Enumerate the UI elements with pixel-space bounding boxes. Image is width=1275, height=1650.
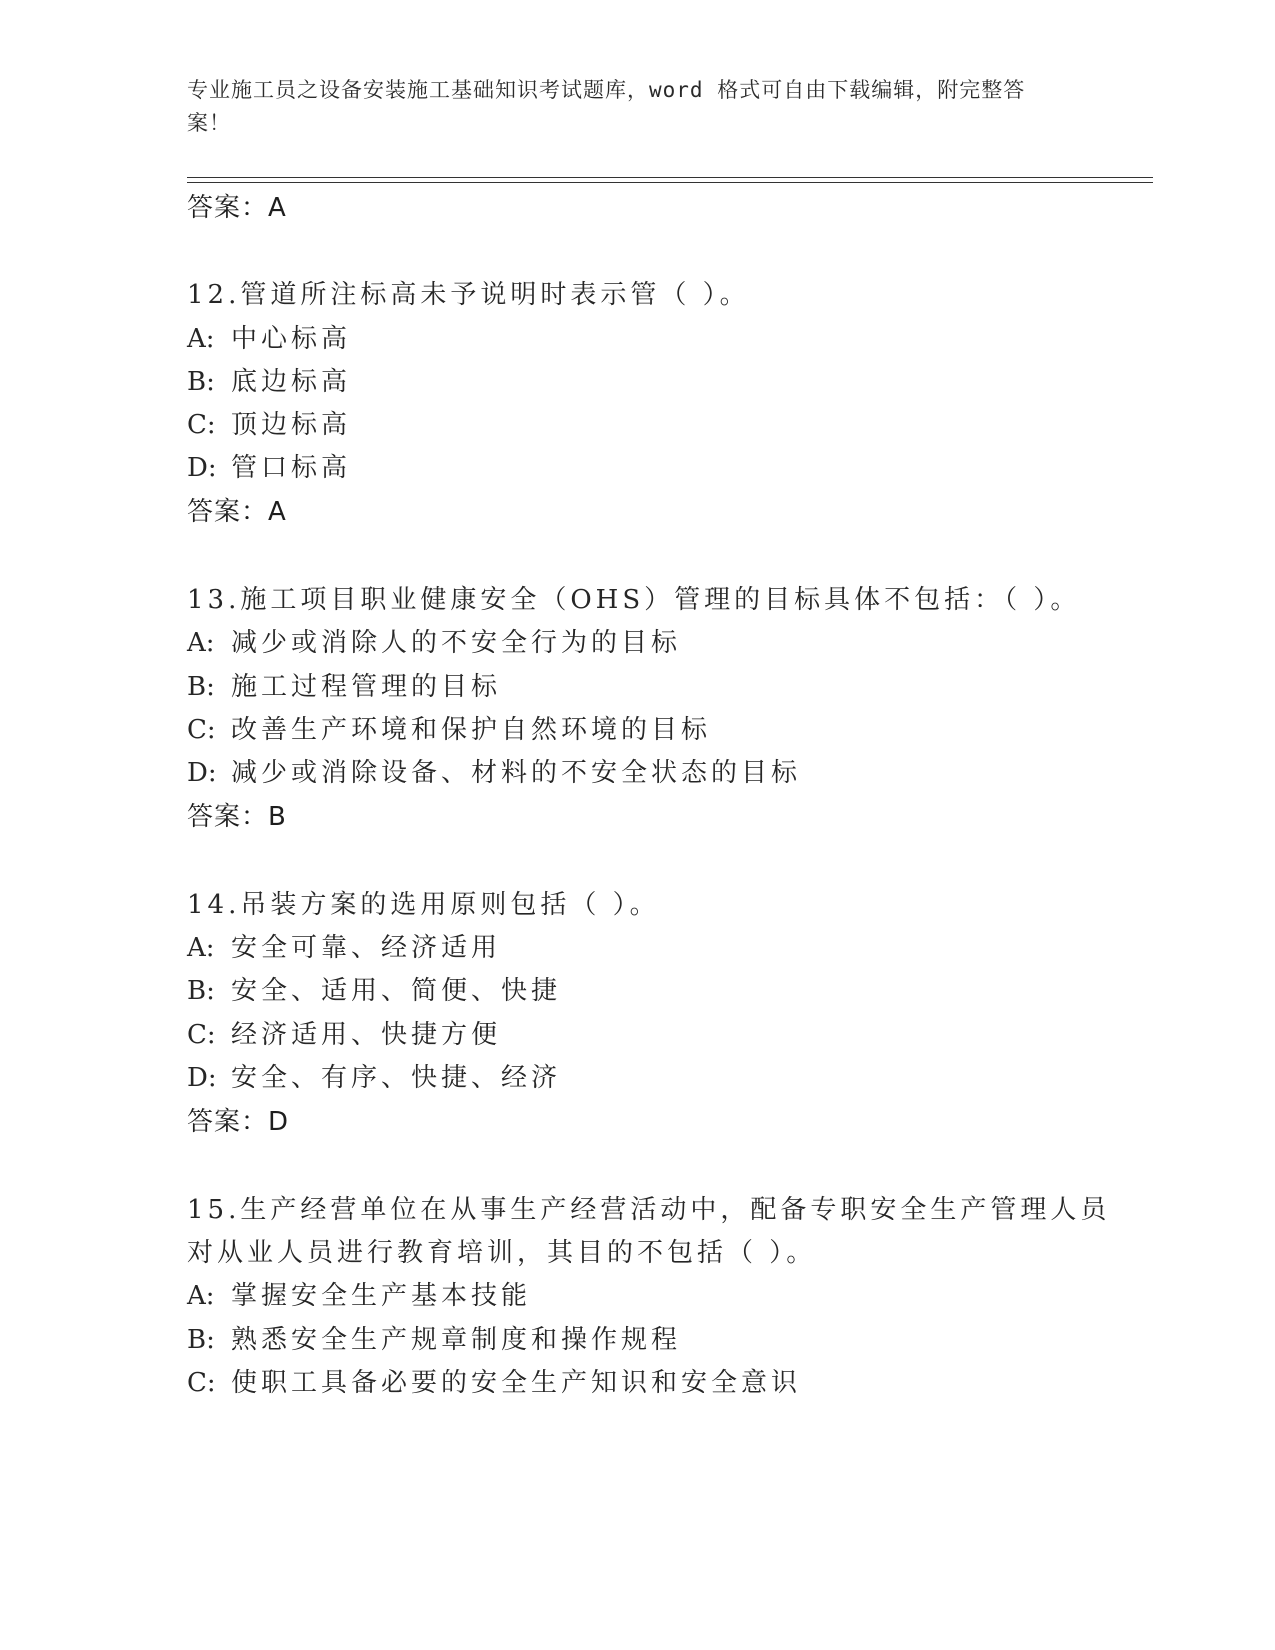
- question-stem: 14.吊装方案的选用原则包括（ ）。: [187, 890, 660, 920]
- option-key: C:: [187, 410, 216, 440]
- option-key: B:: [187, 672, 215, 702]
- option-text: 中心标高: [231, 324, 352, 354]
- option-key: B:: [187, 367, 215, 397]
- option-line: [187, 622, 681, 659]
- question-stem: 12.管道所注标高未予说明时表示管（ ）。: [187, 280, 750, 310]
- option-text: 安全可靠、经济适用: [231, 933, 502, 963]
- option-key: C:: [187, 1368, 216, 1398]
- option-line: [187, 1362, 801, 1399]
- header-divider-thin: [187, 182, 1153, 183]
- option-key: B:: [187, 1325, 215, 1355]
- option-key: D:: [187, 758, 217, 788]
- option-text: 减少或消除设备、材料的不安全状态的目标: [231, 758, 802, 788]
- option-line: [187, 927, 501, 964]
- option-text: 减少或消除人的不安全行为的目标: [231, 628, 682, 658]
- option-text: 施工过程管理的目标: [231, 672, 502, 702]
- option-text: 管口标高: [231, 453, 352, 483]
- option-text: 经济适用、快捷方便: [231, 1020, 502, 1050]
- option-line: [187, 666, 501, 703]
- option-line: [187, 1014, 501, 1051]
- option-text: 安全、有序、快捷、经济: [231, 1063, 562, 1093]
- option-line: [187, 709, 711, 746]
- option-line: [187, 970, 561, 1007]
- option-key: A:: [187, 1281, 215, 1311]
- option-text: 底边标高: [231, 367, 352, 397]
- option-key: C:: [187, 715, 216, 745]
- option-key: D:: [187, 1063, 217, 1093]
- option-text: 掌握安全生产基本技能: [231, 1281, 532, 1311]
- option-key: D:: [187, 453, 217, 483]
- question-stem: 15.生产经营单位在从事生产经营活动中，配备专职安全生产管理人员: [187, 1195, 1111, 1225]
- option-line: [187, 361, 351, 398]
- option-key: A:: [187, 628, 215, 658]
- answer-line: 答案：A: [187, 193, 287, 223]
- option-line: [187, 447, 351, 484]
- answer-line: 答案：A: [187, 497, 287, 527]
- option-line: [187, 1275, 531, 1312]
- question-stem-continued: 对从业人员进行教育培训，其目的不包括（ ）。: [187, 1238, 817, 1268]
- header-divider-thick: [187, 177, 1153, 178]
- option-text: 安全、适用、简便、快捷: [231, 976, 562, 1006]
- document-header: 专业施工员之设备安装施工基础知识考试题库，word 格式可自由下载编辑，附完整答案！: [187, 78, 1026, 135]
- option-line: [187, 1319, 681, 1356]
- option-key: C:: [187, 1020, 216, 1050]
- option-key: B:: [187, 976, 215, 1006]
- option-line: [187, 752, 801, 789]
- option-key: A:: [187, 324, 215, 354]
- answer-line: 答案：B: [187, 802, 287, 832]
- option-text: 顶边标高: [231, 410, 352, 440]
- answer-line: 答案：D: [187, 1107, 290, 1137]
- option-text: 使职工具备必要的安全生产知识和安全意识: [231, 1368, 802, 1398]
- option-text: 改善生产环境和保护自然环境的目标: [231, 715, 712, 745]
- option-line: [187, 404, 351, 441]
- question-stem: 13.施工项目职业健康安全（OHS）管理的目标具体不包括：（ ）。: [187, 585, 1081, 615]
- option-text: 熟悉安全生产规章制度和操作规程: [231, 1325, 682, 1355]
- option-key: A:: [187, 933, 215, 963]
- option-line: [187, 1057, 561, 1094]
- option-line: [187, 318, 351, 355]
